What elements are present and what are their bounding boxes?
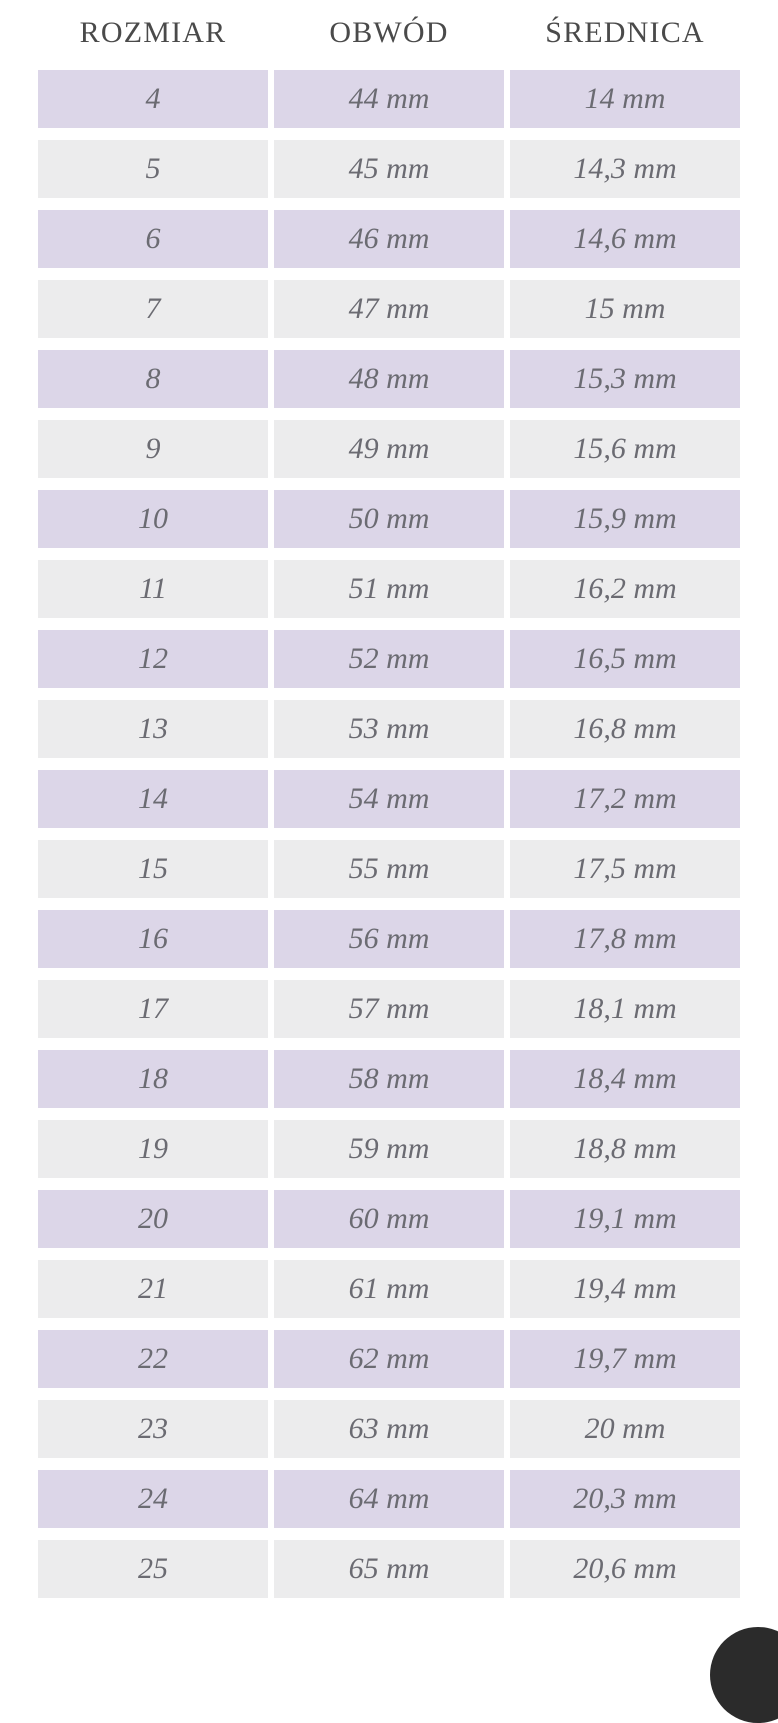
cell-obwod: 65 mm <box>271 1534 507 1604</box>
cell-obwod: 44 mm <box>271 64 507 134</box>
cell-obwod: 47 mm <box>271 274 507 344</box>
cell-rozmiar: 23 <box>35 1394 271 1464</box>
cell-rozmiar: 25 <box>35 1534 271 1604</box>
cell-srednica: 16,2 mm <box>507 554 743 624</box>
cell-rozmiar: 20 <box>35 1184 271 1254</box>
cell-rozmiar: 15 <box>35 834 271 904</box>
table-row <box>35 1324 743 1394</box>
table-row <box>35 1114 743 1184</box>
cell-rozmiar: 17 <box>35 974 271 1044</box>
table-row <box>35 904 743 974</box>
cell-srednica: 19,7 mm <box>507 1324 743 1394</box>
cell-obwod: 63 mm <box>271 1394 507 1464</box>
cell-rozmiar: 24 <box>35 1464 271 1534</box>
cell-srednica: 16,8 mm <box>507 694 743 764</box>
cell-obwod: 46 mm <box>271 204 507 274</box>
table-row <box>35 1534 743 1604</box>
cell-obwod: 50 mm <box>271 484 507 554</box>
cell-rozmiar: 10 <box>35 484 271 554</box>
cell-rozmiar: 9 <box>35 414 271 484</box>
table-row <box>35 1044 743 1114</box>
cell-srednica: 20 mm <box>507 1394 743 1464</box>
table-row <box>35 974 743 1044</box>
cell-srednica: 15,9 mm <box>507 484 743 554</box>
table-row <box>35 694 743 764</box>
table-row <box>35 1184 743 1254</box>
cell-srednica: 17,8 mm <box>507 904 743 974</box>
cell-rozmiar: 8 <box>35 344 271 414</box>
cell-obwod: 51 mm <box>271 554 507 624</box>
cell-obwod: 49 mm <box>271 414 507 484</box>
table-header-row <box>35 0 743 64</box>
cell-rozmiar: 19 <box>35 1114 271 1184</box>
cell-obwod: 52 mm <box>271 624 507 694</box>
corner-badge-decoration <box>710 1627 778 1723</box>
cell-obwod: 55 mm <box>271 834 507 904</box>
cell-srednica: 19,1 mm <box>507 1184 743 1254</box>
table-row <box>35 134 743 204</box>
cell-srednica: 20,3 mm <box>507 1464 743 1534</box>
cell-rozmiar: 7 <box>35 274 271 344</box>
cell-rozmiar: 18 <box>35 1044 271 1114</box>
cell-srednica: 16,5 mm <box>507 624 743 694</box>
cell-srednica: 15,3 mm <box>507 344 743 414</box>
table-row <box>35 554 743 624</box>
cell-srednica: 14 mm <box>507 64 743 134</box>
column-header-srednica: ŚREDNICA <box>507 0 743 64</box>
cell-obwod: 58 mm <box>271 1044 507 1114</box>
cell-srednica: 14,6 mm <box>507 204 743 274</box>
cell-srednica: 18,4 mm <box>507 1044 743 1114</box>
table-row <box>35 764 743 834</box>
table-row <box>35 1394 743 1464</box>
cell-rozmiar: 6 <box>35 204 271 274</box>
cell-srednica: 15 mm <box>507 274 743 344</box>
cell-srednica: 15,6 mm <box>507 414 743 484</box>
cell-rozmiar: 12 <box>35 624 271 694</box>
table-header <box>35 0 743 64</box>
table-row <box>35 344 743 414</box>
cell-obwod: 57 mm <box>271 974 507 1044</box>
table-row <box>35 64 743 134</box>
table-row <box>35 1254 743 1324</box>
cell-rozmiar: 4 <box>35 64 271 134</box>
cell-obwod: 62 mm <box>271 1324 507 1394</box>
table-row <box>35 1464 743 1534</box>
cell-rozmiar: 5 <box>35 134 271 204</box>
cell-srednica: 14,3 mm <box>507 134 743 204</box>
cell-rozmiar: 22 <box>35 1324 271 1394</box>
column-header-rozmiar: ROZMIAR <box>35 0 271 64</box>
cell-srednica: 20,6 mm <box>507 1534 743 1604</box>
table-row <box>35 834 743 904</box>
cell-srednica: 18,1 mm <box>507 974 743 1044</box>
cell-rozmiar: 11 <box>35 554 271 624</box>
cell-obwod: 61 mm <box>271 1254 507 1324</box>
cell-obwod: 64 mm <box>271 1464 507 1534</box>
cell-rozmiar: 13 <box>35 694 271 764</box>
table-body <box>35 64 743 1604</box>
table-row <box>35 204 743 274</box>
cell-obwod: 54 mm <box>271 764 507 834</box>
cell-rozmiar: 14 <box>35 764 271 834</box>
cell-rozmiar: 21 <box>35 1254 271 1324</box>
table-row <box>35 484 743 554</box>
cell-obwod: 53 mm <box>271 694 507 764</box>
cell-srednica: 19,4 mm <box>507 1254 743 1324</box>
column-header-obwod: OBWÓD <box>271 0 507 64</box>
cell-rozmiar: 16 <box>35 904 271 974</box>
table-row <box>35 414 743 484</box>
cell-srednica: 17,2 mm <box>507 764 743 834</box>
cell-srednica: 18,8 mm <box>507 1114 743 1184</box>
cell-obwod: 48 mm <box>271 344 507 414</box>
cell-obwod: 60 mm <box>271 1184 507 1254</box>
cell-obwod: 56 mm <box>271 904 507 974</box>
cell-obwod: 45 mm <box>271 134 507 204</box>
cell-obwod: 59 mm <box>271 1114 507 1184</box>
cell-srednica: 17,5 mm <box>507 834 743 904</box>
table-row <box>35 274 743 344</box>
table-row <box>35 624 743 694</box>
size-table <box>35 0 743 1604</box>
